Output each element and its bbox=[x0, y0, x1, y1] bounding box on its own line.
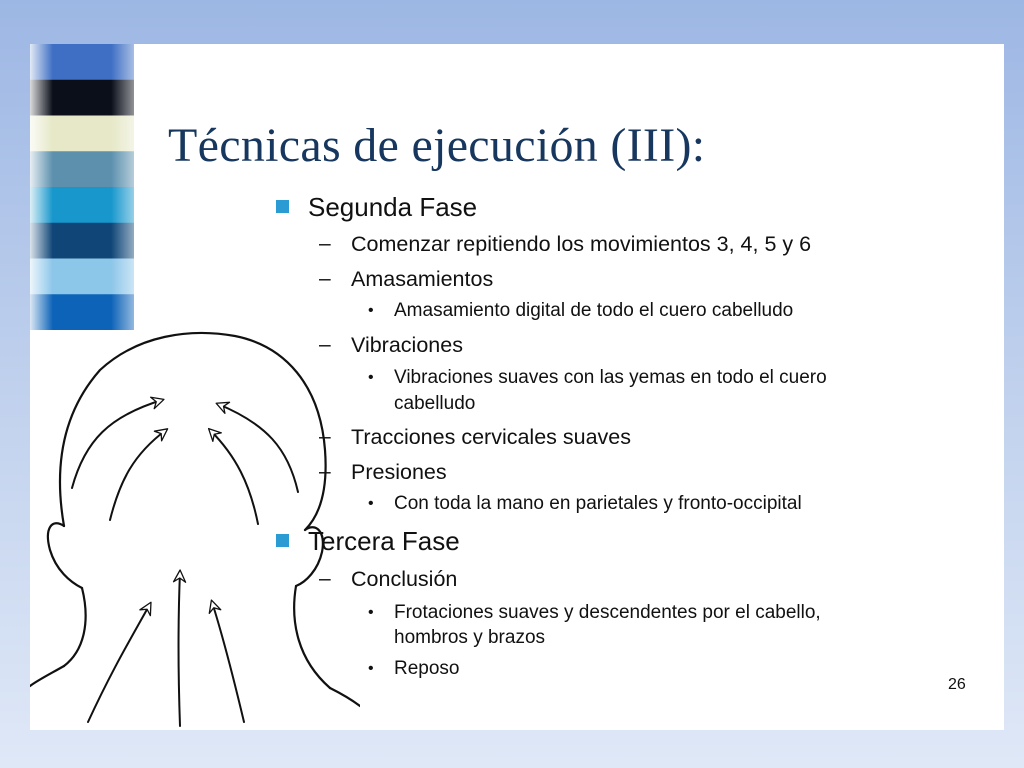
dash-marker: – bbox=[319, 333, 331, 356]
slide-title: Técnicas de ejecución (III): bbox=[168, 119, 706, 172]
bullet-level3-vibraciones-suaves: Vibraciones suaves con las yemas en todo el cuero bbox=[394, 367, 827, 388]
slide bbox=[30, 44, 1004, 730]
bullet-level3-amasamiento-digital: Amasamiento digital de todo el cuero cabelludo bbox=[394, 300, 794, 321]
bullet-level1-fase2: Segunda Fase bbox=[308, 192, 478, 222]
dot-marker: • bbox=[368, 604, 374, 621]
dot-marker: • bbox=[368, 369, 374, 386]
dash-marker: – bbox=[319, 567, 331, 590]
left-shoulder bbox=[30, 666, 64, 686]
head-massage-illustration bbox=[30, 330, 360, 730]
arrow-neck-center-icon bbox=[179, 572, 181, 726]
left-ear bbox=[48, 523, 82, 588]
bullet-level2-amasamientos: Amasamientos bbox=[351, 267, 494, 291]
arrow-upper-right-outer-icon bbox=[218, 404, 298, 492]
neck-right bbox=[294, 586, 330, 688]
arrow-upper-left-inner-icon bbox=[110, 430, 166, 520]
neck-left bbox=[64, 588, 86, 666]
stripe-fade-overlay bbox=[30, 44, 134, 330]
dot-marker: • bbox=[368, 302, 374, 319]
bullet-level2-conclusion: Conclusión bbox=[351, 567, 458, 591]
bullet-level3-vibraciones-suaves-cont: cabelludo bbox=[394, 393, 476, 414]
dot-marker: • bbox=[368, 495, 374, 512]
arrow-upper-right-inner-icon bbox=[210, 430, 258, 524]
bullet-level2-vibraciones: Vibraciones bbox=[351, 333, 463, 357]
page-number: 26 bbox=[948, 676, 966, 693]
bullet-level3-frotaciones-cont: hombros y brazos bbox=[394, 627, 546, 648]
bullet-square-icon bbox=[276, 200, 289, 213]
arrow-neck-right-icon bbox=[212, 602, 244, 722]
bullet-level3-frotaciones: Frotaciones suaves y descendentes por el cabello, bbox=[394, 602, 821, 623]
bullet-level3-con-toda-la-mano: Con toda la mano en parietales y fronto-occipital bbox=[394, 493, 802, 514]
arrow-neck-left-icon bbox=[88, 604, 150, 722]
bullet-level1-fase3: Tercera Fase bbox=[308, 526, 460, 556]
right-shoulder bbox=[330, 688, 360, 706]
dash-marker: – bbox=[319, 425, 331, 448]
bullet-level2-comenzar: Comenzar repitiendo los movimientos 3, 4, 5 y 6 bbox=[351, 232, 812, 256]
dash-marker: – bbox=[319, 232, 331, 255]
dot-marker: • bbox=[368, 660, 374, 677]
head-outline bbox=[60, 333, 326, 530]
bullet-level2-tracciones: Tracciones cervicales suaves bbox=[351, 425, 632, 449]
dash-marker: – bbox=[319, 267, 331, 290]
right-ear bbox=[296, 527, 323, 586]
dash-marker: – bbox=[319, 460, 331, 483]
bullet-level3-reposo: Reposo bbox=[394, 658, 460, 679]
bullet-level2-presiones: Presiones bbox=[351, 460, 447, 484]
